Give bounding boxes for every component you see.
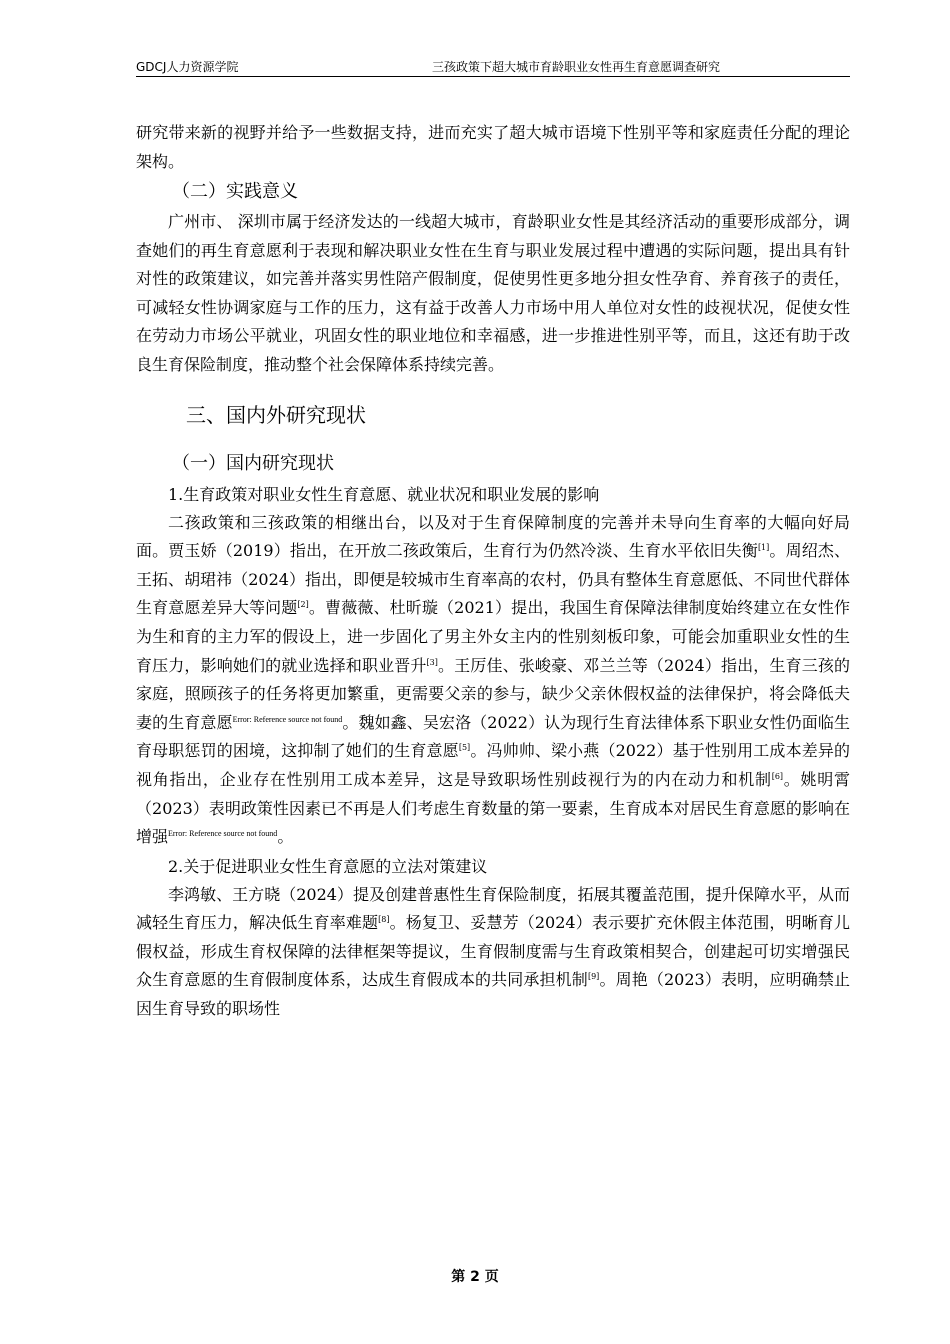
citation-2: [2]: [297, 600, 309, 610]
header-paper-title: 三孩政策下超大城市育龄职业女性再生育意愿调查研究: [432, 60, 721, 74]
paragraph-intro: 研究带来新的视野并给予一些数据支持，进而充实了超大城市语境下性别平等和家庭责任分配的理论架构。: [136, 123, 850, 171]
reference-error-2: Error: Reference source not found: [168, 829, 278, 839]
citation-8: [8]: [378, 915, 390, 925]
citation-1: [1]: [757, 543, 770, 553]
text-run: 。杨复卫、妥慧芳（2024）表示要扩充休假主体范围，明晰育儿假权益，形成生育权保障的法律框架等提议，生育假制度需与生育政策相契合，创建起可切实增强民众生育意愿的生育假制度体系，达成生育假成本的共同承担机制: [136, 913, 850, 990]
page-header: [136, 60, 850, 77]
text-run: 李鸿敏、王方晓（2024）提及创建普惠性生育保险制度，拓展其覆盖范围，提升保障水平，从而减轻生育压力，解决低生育率难题: [136, 884, 850, 933]
list-item-policy-impact: 1.生育政策对职业女性生育意愿、就业状况和职业发展的影响: [168, 484, 600, 504]
paragraph-policy-impact: [136, 509, 850, 852]
paragraph-practical-significance: 广州市、 深圳市属于经济发达的一线超大城市，育龄职业女性是其经济活动的重要形成部分，调查她们的再生育意愿利于表现和解决职业女性在生育与职业发展过程中遭遇的实际问题，提出具有针对性的政策建议，如完善并落实男性陪产假制度，促使男性更多地分担女性孕育、养育孩子的责任，可减轻女性协调家庭与工作的压力，这有益于改善人力市场中用人单位对女性的歧视状况，促使女性在劳动力市场公平就业，巩固女性的职业地位和幸福感，进一步推进性别平等，而且，这还有助于改良生育保险制度，推动整个社会保障体系持续完善。: [136, 212, 850, 374]
text-run: 。冯帅帅、梁小燕（2022）基于性别用工成本差异的视角指出，企业存在性别用工成本差异，这是导致职场性别歧视行为的内在动力和机制: [136, 741, 850, 789]
paragraph-legislative-suggestions: [136, 881, 850, 1024]
citation-9: [9]: [587, 972, 600, 982]
text-run: 。周艳（2023）表明，应明确禁止因生育导致的职场性: [136, 970, 850, 1019]
citation-3: [3]: [426, 657, 438, 667]
header-school: GDCJ人力资源学院: [136, 60, 239, 74]
text-run: 。曹薇薇、杜昕璇（2021）提出，我国生育保障法律制度始终建立在女性作为生和育的主力军的假设上，进一步固化了男主外女主内的性别刻板印象，可能会加重职业女性的生育压力，影响她们的就业选择和职业晋升: [136, 598, 850, 675]
text-run: 二孩政策和三孩政策的相继出台，以及对于生育保障制度的完善并未导向生育率的大幅向好局面。贾玉娇（2019）指出，在开放二孩政策后，生育行为仍然冷淡、生育水平依旧失衡: [136, 512, 850, 561]
reference-error-1: Error: Reference source not found: [232, 714, 343, 724]
text-run: 。姚明霄（2023）表明政策性因素已不再是人们考虑生育数量的第一要素，生育成本对居民生育意愿的影响在增强: [136, 769, 850, 847]
heading-research-status: 三、国内外研究现状: [186, 402, 366, 427]
list-item-legislative-suggestions: 2.关于促进职业女性生育意愿的立法对策建议: [168, 856, 488, 876]
page-number: 第 2 页: [451, 1269, 499, 1285]
text-run: 。: [277, 827, 294, 847]
citation-6: [6]: [771, 771, 784, 781]
text-run: 。周绍杰、王拓、胡珺祎（2024）指出，即便是较城市生育率高的农村，仍具有整体生育意愿低、不同世代群体生育意愿差异大等问题: [136, 541, 850, 618]
heading-domestic-research: （一）国内研究现状: [172, 452, 334, 474]
text-run: 。魏如鑫、吴宏洛（2022）认为现行生育法律体系下职业女性仍面临生育母职惩罚的困境，这抑制了她们的生育意愿: [136, 712, 850, 761]
text-run: 。王厉佳、张峻豪、邓兰兰等（2024）指出，生育三孩的家庭，照顾孩子的任务将更加繁重，更需要父亲的参与，缺少父亲休假权益的法律保护，将会降低夫妻的生育意愿: [136, 655, 850, 732]
heading-practical-significance: （二）实践意义: [172, 181, 298, 202]
citation-5: [5]: [458, 743, 471, 753]
page-content: [136, 118, 850, 1024]
